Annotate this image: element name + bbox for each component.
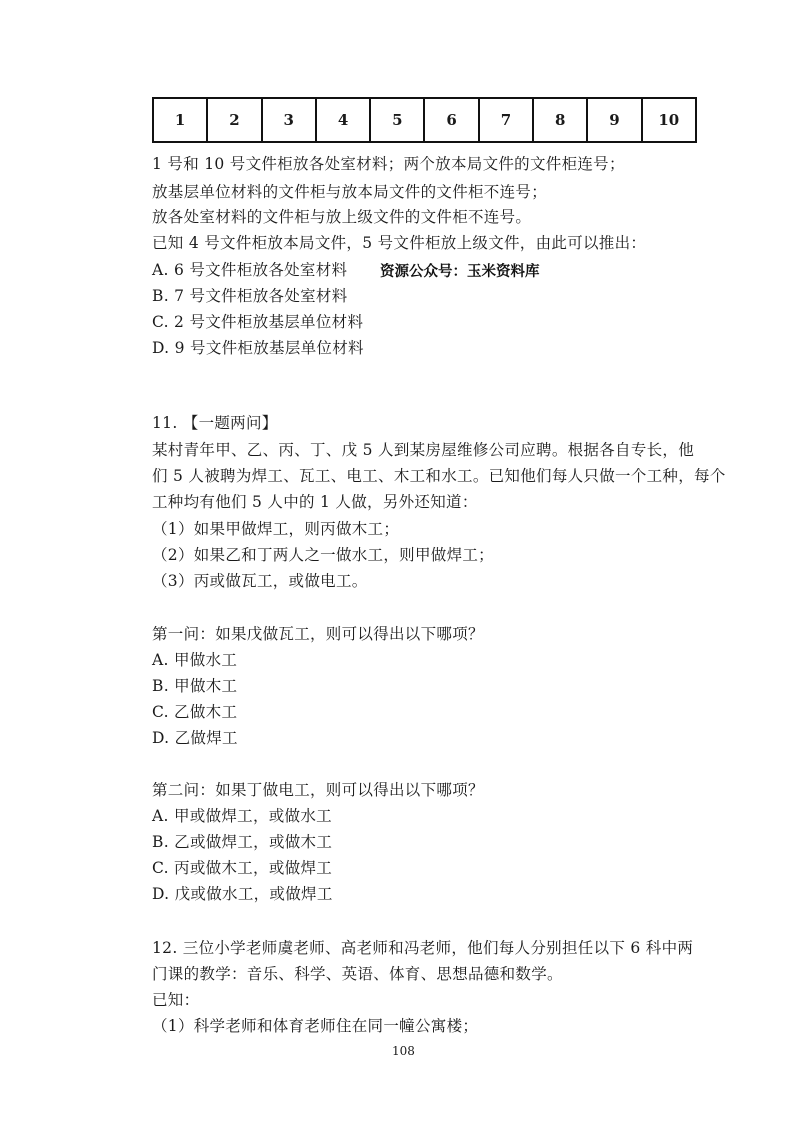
cabinet-cell: 4 <box>317 99 371 141</box>
q11-sub2-option-b: B. 乙或做焊工，或做木工 <box>152 833 333 851</box>
q12-stem-line: 12. 三位小学老师虞老师、高老师和冯老师，他们每人分别担任以下 6 科中两 <box>152 939 694 957</box>
q10-option-c: C. 2 号文件柜放基层单位材料 <box>152 313 364 331</box>
cabinet-cell: 6 <box>425 99 479 141</box>
q11-stem-line: 某村青年甲、乙、丙、丁、戊 5 人到某房屋维修公司应聘。根据各自专长，他 <box>152 441 695 459</box>
q10-option-b: B. 7 号文件柜放各处室材料 <box>152 287 348 305</box>
q10-option-d: D. 9 号文件柜放基层单位材料 <box>152 339 364 357</box>
q11-condition: （1）如果甲做焊工，则丙做木工； <box>152 520 400 538</box>
q10-option-a: A. 6 号文件柜放各处室材料 <box>152 261 348 279</box>
q11-sub1-option-c: C. 乙做木工 <box>152 703 238 721</box>
cabinet-cell: 9 <box>588 99 642 141</box>
q10-condition: 1 号和 10 号文件柜放各处室材料；两个放本局文件的文件柜连号； <box>152 155 625 173</box>
watermark-text: 资源公众号：玉米资料库 <box>380 264 540 280</box>
q11-condition: （2）如果乙和丁两人之一做水工，则甲做焊工； <box>152 546 494 564</box>
q11-heading: 11. 【一题两问】 <box>152 414 278 432</box>
q11-sub2-option-d: D. 戊或做水工，或做焊工 <box>152 885 333 903</box>
q11-sub2-question: 第二问：如果丁做电工，则可以得出以下哪项？ <box>152 781 484 799</box>
q12-known-label: 已知： <box>152 991 200 1009</box>
q11-sub1-option-d: D. 乙做焊工 <box>152 729 238 747</box>
cabinet-cell: 5 <box>371 99 425 141</box>
q10-condition: 放各处室材料的文件柜与放上级文件的文件柜不连号。 <box>152 208 532 226</box>
cabinet-cell: 7 <box>480 99 534 141</box>
q11-sub1-option-a: A. 甲做水工 <box>152 651 238 669</box>
cabinet-cell: 10 <box>658 111 680 129</box>
q12-condition: （1）科学老师和体育老师住在同一幢公寓楼； <box>152 1017 479 1035</box>
cabinet-cell: 1 <box>154 99 208 141</box>
cabinet-table <box>152 97 697 143</box>
cabinet-cell: 2 <box>208 99 262 141</box>
cabinet-cell: 3 <box>263 99 317 141</box>
page-number: 108 <box>392 1044 415 1058</box>
q11-condition: （3）丙或做瓦工，或做电工。 <box>152 572 368 590</box>
q11-stem-line: 们 5 人被聘为焊工、瓦工、电工、木工和水工。已知他们每人只做一个工种，每个 <box>152 467 726 485</box>
cabinet-cell: 8 <box>534 99 588 141</box>
q12-stem-line: 门课的教学：音乐、科学、英语、体育、思想品德和数学。 <box>152 965 563 983</box>
q10-condition: 放基层单位材料的文件柜与放本局文件的文件柜不连号； <box>152 183 548 201</box>
q11-stem-line: 工种均有他们 5 人中的 1 人做，另外还知道： <box>152 493 478 511</box>
q11-sub1-option-b: B. 甲做木工 <box>152 677 238 695</box>
q11-sub2-option-c: C. 丙或做木工，或做焊工 <box>152 859 333 877</box>
q11-sub2-option-a: A. 甲或做焊工，或做水工 <box>152 807 332 825</box>
q10-question: 已知 4 号文件柜放本局文件，5 号文件柜放上级文件，由此可以推出： <box>152 234 647 252</box>
q11-sub1-question: 第一问：如果戊做瓦工，则可以得出以下哪项？ <box>152 625 484 643</box>
